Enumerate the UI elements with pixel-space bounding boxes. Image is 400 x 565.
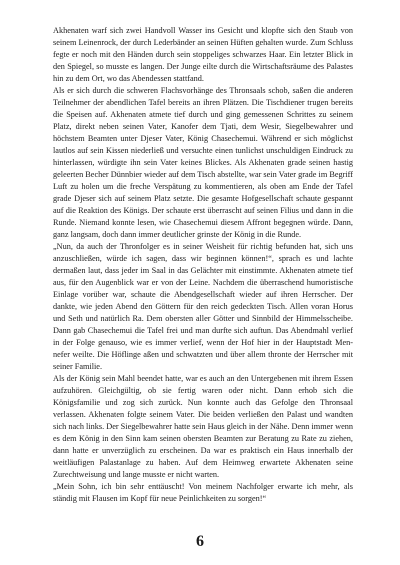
paragraph: Als der König sein Mahl beendet hatte, war es auch an den Untergebenen mit ihrem Essen aufzuhören. Gleichgültig, ob sie fertig waren oder nicht. Dann erhob sich die Königsfamilie und zog sich zurück. Nun konnte auch das Gefolge den Thronsaal verlassen. Akhenaten folgte seinem Vater. Die beiden verließen den Palast und wandten sich nach links. Der Siegelbewahrer hatte sein Haus gleich in der Nähe. Denn immer wenn es dem König in den Sinn kam seinen obersten Beamten zur Beratung zu Rate zu ziehen, dann hatte er unverzüglich zu erscheinen. Da war es praktisch ein Haus innerhalb der weitläufigen Palastanlage zu haben. Auf dem Heimweg erwartete Akhenaten seine Zurechtweisung und lange musste er nicht warten.	[53, 374, 353, 479]
paragraph: Als er sich durch die schweren Flachsvorhänge des Thronsaals schob, saßen die anderen Teilnehmer der abendlichen Tafel bereits an ihren Plätzen. Die Tischdiener trugen bereits die Speisen auf. Akhenaten atmete tief durch und ging gemessenen Schrittes zu seinem Platz, direkt neben seinen Vater, Kanofer dem Tjati, dem Wesir, Siegelbewahrer und höchstem Beamten unter Djeser Vater, König Chasechemui. Während er sich möglichst lautlos auf sein Kissen niederließ und versuchte einen tunlichst unschuldigen Eindruck zu hinterlassen, würdigte ihn sein Vater keines Blickes. Als Akhenaten grade seinen hastig geleerten Becher Dünnbier wieder auf dem Tisch abstellte, war sein Vater grade im Begriff Luft zu holen um die freche Verspätung zu kommentieren, als oben am Ende der Tafel grade Djeser sich auf seinem Platz setzte. Die gesamte Hofgesellschaft schaute gespannt auf die Reaktion des Königs. Der schaute erst überrascht auf seinen Filius und dann in die Runde. Niemand konnte lesen, wie Chasechemui diesem Affront begegnen würde. Dann, ganz langsam, doch dann immer deutlicher grinste der König in die Runde.	[53, 86, 353, 239]
paragraph: „Nun, da auch der Thronfolger es in seiner Weisheit für richtig befunden hat, sich uns anzuschließen, würde ich sagen, dass wir beginnen können!“, sprach es und lachte dermaßen laut, dass jeder im Saal in das Gelächter mit einstimmte. Akhenaten atmete tief aus, für den Augenblick war er von der Leine. Nachdem die überraschend humoristische Einlage vorüber war, schaute die Abendgesellschaft wieder auf ihren Herrscher. Der dankte, wie jeden Abend den Göttern für den reich gedeckten Tisch. Allen voran Horus und Seth und natürlich Ra. Dem obersten aller Götter und Sinnbild der Himmelsscheibe. Dann gab Chasechemui die Tafel frei und man durfte sich auftun. Das Abendmahl verlief in der Folge genauso, wie es immer verlief, wenn der Hof hier in der Hauptstadt Men-nefer weilte. Die Höflinge aßen und schwatzten und über allem thronte der Herrscher mit seiner Familie.	[53, 242, 353, 371]
page-body	[53, 25, 353, 505]
paragraph: Akhenaten warf sich zwei Handvoll Wasser ins Gesicht und klopfte sich den Staub von seinem Leinenrock, der durch Lederbänder an seinen Hüften gehalten wurde. Zum Schluss fegte er noch mit den Händen durch sein stoppeliges schwarzes Haar. Ein letzter Blick in den Spiegel, so musste es langen. Der Junge eilte durch die Wirtschaftsräume des Palastes hin zu dem Ort, wo das Abendessen stattfand.	[53, 26, 353, 83]
page-number: 6	[196, 533, 204, 550]
paragraph: „Mein Sohn, ich bin sehr enttäuscht! Von meinem Nachfolger erwarte ich mehr, als ständig mit Flausen im Kopf für neue Peinlichkeiten zu sorgen!“	[53, 482, 353, 503]
